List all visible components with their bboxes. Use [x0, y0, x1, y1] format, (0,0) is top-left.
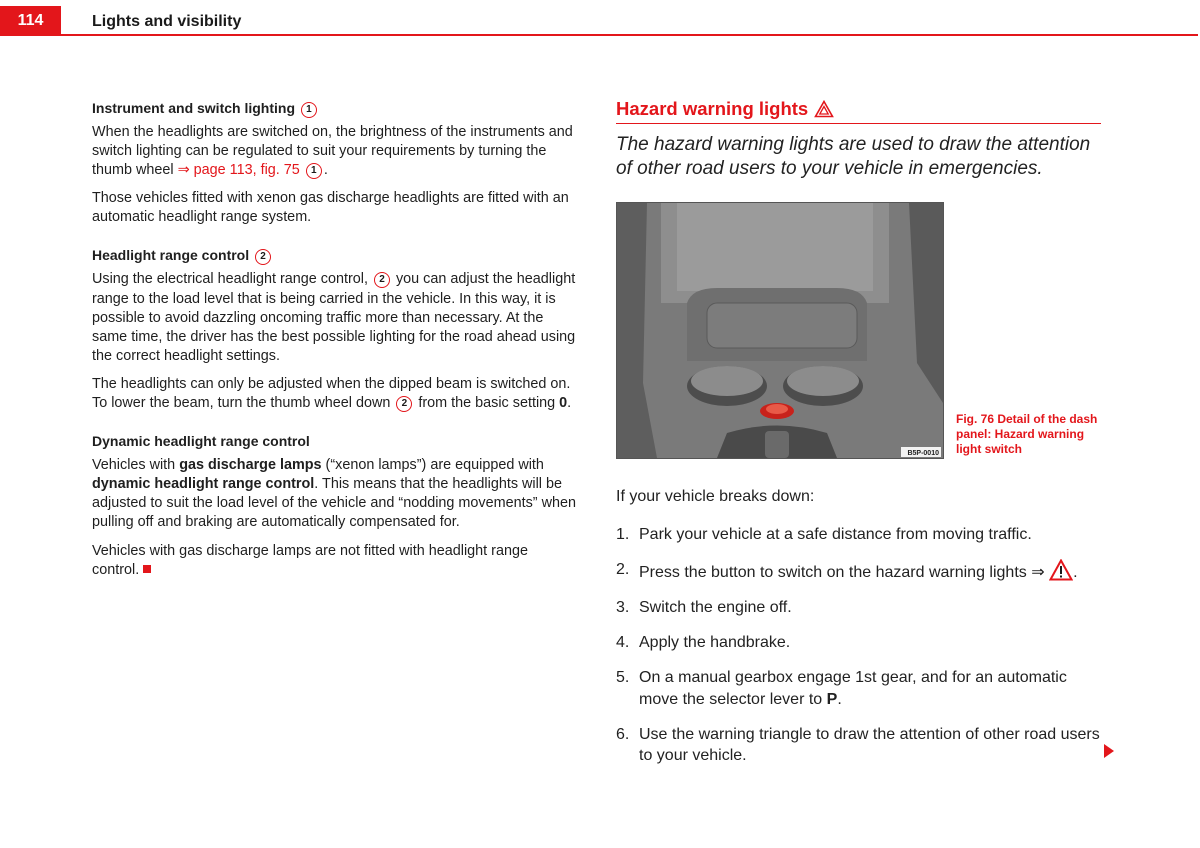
callout-2: 2 — [374, 272, 390, 288]
text-span: When the headlights are switched on, the brightness of the instruments and switch lighting can be regulated to suit your requirements by turning the thumb wheel — [92, 124, 573, 179]
headlight-range-title: Headlight range control — [92, 247, 250, 264]
text-span: Vehicles with — [92, 457, 180, 474]
hazard-heading-text: Hazard warning lights — [616, 98, 809, 119]
text-span: The headlights can only be adjusted when the dipped beam is switched on. To lower the beam, turn the thumb wheel down — [92, 375, 571, 412]
step-item — [616, 559, 1106, 584]
text-span: (“xenon lamps”) are equipped with — [321, 457, 544, 474]
warning-triangle-icon — [1049, 559, 1073, 581]
step-item — [616, 524, 1106, 546]
step-number: 3. — [616, 599, 630, 616]
hazard-triangle-icon — [814, 100, 834, 118]
step-number: 5. — [616, 669, 630, 686]
step-number: 2. — [616, 561, 630, 578]
text-span: . This means that the headlights will be adjusted to suit the load level of the vehicle and “nodding movements” when pulling off and braking are automatically compensated for. — [92, 476, 576, 531]
instrument-lighting-paragraph — [92, 123, 577, 180]
text-span: . — [837, 690, 842, 708]
callout-2: 2 — [396, 396, 412, 412]
photo-code: B5P-0010 — [907, 450, 939, 457]
callout-2: 2 — [255, 249, 271, 265]
step-text: Press the button to switch on the hazard warning lights ⇒ — [639, 564, 1050, 581]
step-item — [616, 632, 1106, 654]
no-range-control-paragraph — [92, 542, 577, 580]
callout-1: 1 — [301, 102, 317, 118]
end-of-section-marker — [143, 565, 151, 573]
step-item — [616, 724, 1106, 767]
text-span: . — [323, 162, 328, 179]
text-span: you can adjust the headlight range to the load level that is being carried in the vehicle. In this way, it is possible to avoid dazzling oncoming traffic more than necessary. At the same time, the driver has the best possible lighting for the road ahead using the correct headlight settings. — [92, 271, 576, 364]
step-number: 1. — [616, 526, 630, 543]
headlight-range-paragraph — [92, 270, 577, 365]
step-item — [616, 667, 1106, 710]
xenon-paragraph: Those vehicles fitted with xenon gas discharge headlights are fitted with an automatic headlight range system. — [92, 190, 569, 226]
text-span: from the basic setting — [414, 395, 560, 412]
page-reference-link[interactable]: ⇒ page 113, fig. 75 — [177, 162, 300, 179]
dynamic-range-heading: Dynamic headlight range control — [92, 433, 310, 450]
bold-term: gas discharge lamps — [179, 457, 322, 474]
callout-1: 1 — [306, 163, 322, 179]
page-number: 114 — [0, 6, 61, 36]
step-number: 6. — [616, 725, 630, 743]
bold-term: dynamic headlight range control — [92, 476, 315, 493]
text-span: Vehicles with gas discharge lamps are not fitted with headlight range control. — [92, 542, 528, 578]
step-number: 4. — [616, 634, 630, 651]
header-rule — [0, 34, 1198, 36]
section-title: Lights and visibility — [92, 13, 242, 30]
dynamic-range-paragraph — [92, 456, 577, 532]
step-text: Park your vehicle at a safe distance from moving traffic. — [639, 526, 1032, 543]
hazard-heading — [616, 98, 1101, 124]
basic-setting-value: 0 — [559, 395, 568, 412]
procedure-steps — [616, 524, 1106, 780]
step-text: Apply the handbrake. — [639, 634, 791, 651]
continue-arrow-icon[interactable] — [1104, 744, 1114, 758]
left-column — [92, 98, 577, 589]
text-span: . — [1073, 564, 1078, 581]
step-text: Switch the engine off. — [639, 599, 792, 616]
step-text: On a manual gearbox engage 1st gear, and for an automatic move the selector lever to — [639, 669, 1067, 708]
hazard-intro: The hazard warning lights are used to draw the attention of other road users to your vehicle in emergencies. — [616, 134, 1091, 179]
step-text: Use the warning triangle to draw the attention of other road users to your vehicle. — [639, 725, 1100, 764]
instrument-lighting-heading — [92, 98, 577, 118]
dash-panel-illustration — [617, 203, 943, 458]
text-span: . — [567, 395, 572, 412]
headlight-range-heading — [92, 245, 577, 265]
step-item — [616, 597, 1106, 619]
hazard-switch-photo — [616, 202, 944, 459]
figure-caption: Fig. 76 Detail of the dash panel: Hazard warning light switch — [956, 412, 1098, 456]
text-span: Using the electrical headlight range control, — [92, 271, 372, 288]
instrument-lighting-title: Instrument and switch lighting — [92, 100, 295, 116]
dipped-beam-paragraph — [92, 375, 577, 413]
selector-position: P — [826, 690, 838, 708]
breakdown-line: If your vehicle breaks down: — [616, 488, 815, 505]
